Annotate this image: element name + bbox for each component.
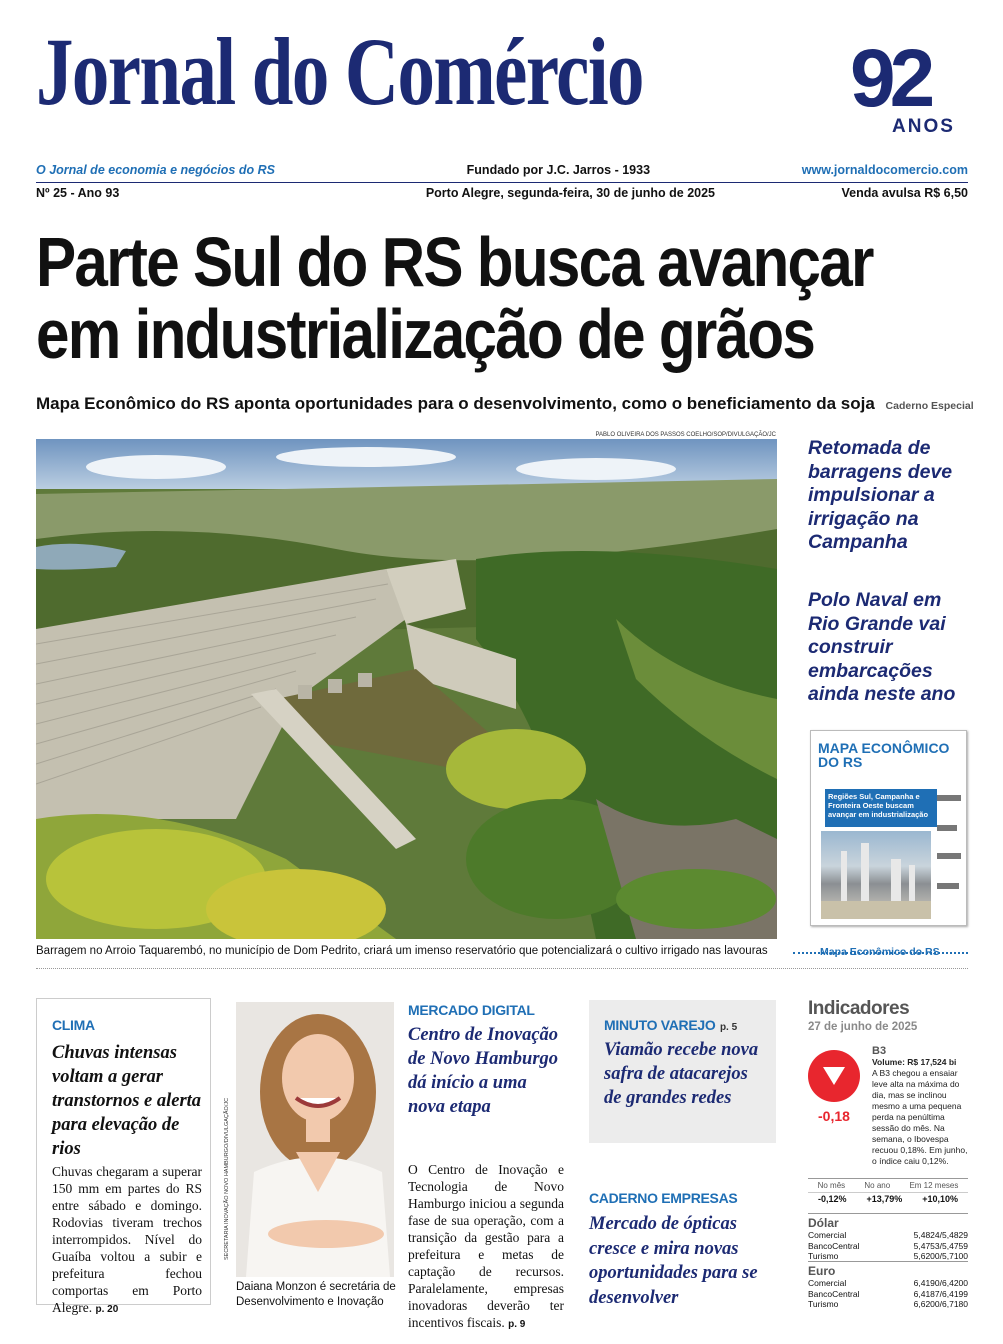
rate-name: Comercial [808,1278,847,1288]
rate-name: Comercial [808,1230,847,1240]
info-bar-bottom [36,186,968,200]
period-table [808,1178,968,1204]
page-reference[interactable]: p. 20 [95,1304,119,1315]
subheadline-text: Mapa Econômico do RS aponta oportunidades para o desenvolvimento, como o beneficiamento da soja [36,394,875,413]
indicators-panel [808,998,968,1309]
photo-credit: PABLO OLIVEIRA DOS PASSOS COELHO/SOP/DIVULGAÇÃO/JC [595,432,776,438]
b3-volume: Volume: R$ 17,524 bi [872,1057,957,1067]
page-reference[interactable]: p. 5 [719,1022,738,1033]
varejo-headline: Viamão recebe nova safra de atacarejos de grandes redes [604,1040,759,1108]
period-label: No mês [817,1181,846,1190]
period-headers [808,1181,968,1190]
website-link[interactable]: www.jornaldocomercio.com [801,163,968,177]
rate-row [808,1299,968,1310]
rate-name: Turismo [808,1251,839,1261]
rate-name: BancoCentral [808,1288,860,1299]
anniversary-number: 92 [850,33,930,124]
anniversary-logo [850,33,970,148]
rate-row [808,1230,968,1241]
varejo-label-row [604,1017,737,1035]
euro-title: Euro [808,1264,836,1278]
lead-subheadline [36,394,974,414]
issue-date: Porto Alegre, segunda-feira, 30 de junho de 2025 [425,186,716,200]
dam-photo[interactable] [36,439,777,939]
digital-label: MERCADO DIGITAL [408,1002,535,1018]
b3-text: A B3 chegou a ensaiar leve alta na máxima do dia, mas se inclinou mesmo a uma pequena perda na penúltima sessão do mês. Na semana, o Ibovespa recuou 0,18%. Em junho, o índice caiu 0,12%. [872,1068,968,1166]
empresas-headline[interactable]: Mercado de ópticas cresce e mira novas oportunidades para se desenvolver [589,1214,758,1308]
anniversary-word: ANOS [892,116,955,137]
period-values [808,1192,968,1204]
digital-headline[interactable]: Centro de Inovação de Novo Hamburgo dá início a uma nova etapa [408,1025,559,1117]
thumb-title: MAPA ECONÔMICO DO RS [818,740,950,770]
period-label: No ano [864,1181,891,1190]
period-value: +10,10% [922,1194,959,1204]
b3-label: B3 [872,1045,887,1057]
period-label: Em 12 meses [909,1181,959,1190]
section-divider [36,968,968,969]
sidebar-story-dams[interactable]: Retomada de barragens deve impulsionar a irrigação na Campanha [808,437,953,553]
dolar-section [808,1213,968,1262]
divider [36,182,968,183]
portrait-caption: Daiana Monzon é secretária de Desenvolvimento e Inovação [236,1281,396,1308]
info-bar-top [36,163,968,177]
headline-line-2: em industrialização de grãos [36,295,815,373]
clima-text [52,1163,202,1318]
rate-row [808,1251,968,1262]
b3-info [872,1046,970,1167]
b3-change-value: -0,18 [818,1108,850,1124]
dolar-title: Dólar [808,1216,839,1230]
rate-name: Turismo [808,1299,839,1309]
clima-headline: Chuvas intensas voltam a gerar transtornos e alerta para elevação de rios [52,1043,202,1159]
rate-name: BancoCentral [808,1240,860,1251]
rate-value: 5,4824/5,4829 [913,1230,968,1240]
sidebar-story-naval[interactable]: Polo Naval em Rio Grande vai construir embarcações ainda neste ano [808,589,956,705]
masthead-title[interactable]: Jornal do Comércio [36,18,643,125]
rate-value: 5,4753/5,4759 [913,1240,968,1251]
supplement-label[interactable]: Mapa Econômico do RS [820,946,940,958]
indicators-title: Indicadores [808,998,910,1019]
rate-row [808,1241,968,1252]
rate-row [808,1289,968,1300]
b3-change-badge [808,1050,863,1124]
thumb-headline: Regiões Sul, Campanha e Fronteira Oeste buscam avançar em industrialização [825,789,937,827]
clima-body: Chuvas chegaram a superar 150 mm em partes do RS entre sábado e domingo. Rodovias tiveram trechos interrompidos. Nível do Guaíba voltou a subir e prefeitura fechou comportas em Porto Alegre. [52,1164,202,1315]
period-value: -0,12% [817,1194,847,1204]
headline-line-1: Parte Sul do RS busca avançar [36,223,873,301]
period-value: +13,79% [866,1194,903,1204]
empresas-label: CADERNO EMPRESAS [589,1190,738,1206]
founded-note: Fundado por J.C. Jarros - 1933 [466,163,651,177]
photo-caption: Barragem no Arroio Taquarembó, no município de Dom Pedrito, criará um imenso reservatório que potencializará o cultivo irrigado nas lavouras [36,945,768,957]
edition-number: Nº 25 - Ano 93 [36,186,120,200]
page-reference[interactable]: p. 9 [508,1319,526,1330]
rate-value: 6,6200/6,7180 [913,1299,968,1309]
rate-row [808,1278,968,1289]
portrait-photo[interactable] [236,1002,394,1277]
indicators-date: 27 de junho de 2025 [808,1021,918,1033]
clima-box[interactable] [36,998,211,1315]
clima-label: CLIMA [52,1017,95,1033]
supplement-thumbnail[interactable] [810,730,967,926]
rate-value: 6,4187/6,4199 [913,1288,968,1299]
tagline: O Jornal de economia e negócios do RS [36,163,275,177]
euro-section [808,1261,968,1310]
rate-value: 5,6200/5,7100 [913,1251,968,1261]
section-tag: Caderno Especial [885,400,974,412]
digital-text [408,1161,564,1333]
lead-headline[interactable] [36,223,973,373]
digital-body: O Centro de Inovação e Tecnologia de Novo Hamburgo iniciou a segunda fase de sua operação, com a transição da gestão para a prefeitura e metas de captação de recursos. Paralelamente, empresas inovadoras deverão ter incentivos fiscais. [408,1162,564,1330]
rate-value: 6,4190/6,4200 [913,1278,968,1288]
portrait-credit: SECRETARIA INOVAÇÃO NOVO HAMBURGO/DIVULGAÇÃO/JC [224,1097,230,1260]
varejo-label: MINUTO VAREJO [604,1017,716,1033]
varejo-box[interactable] [589,1000,776,1143]
down-arrow-icon [808,1050,860,1102]
thumb-refinery-image [821,831,931,919]
thumb-sponsor-logos [935,791,963,911]
price: Venda avulsa R$ 6,50 [841,186,968,200]
